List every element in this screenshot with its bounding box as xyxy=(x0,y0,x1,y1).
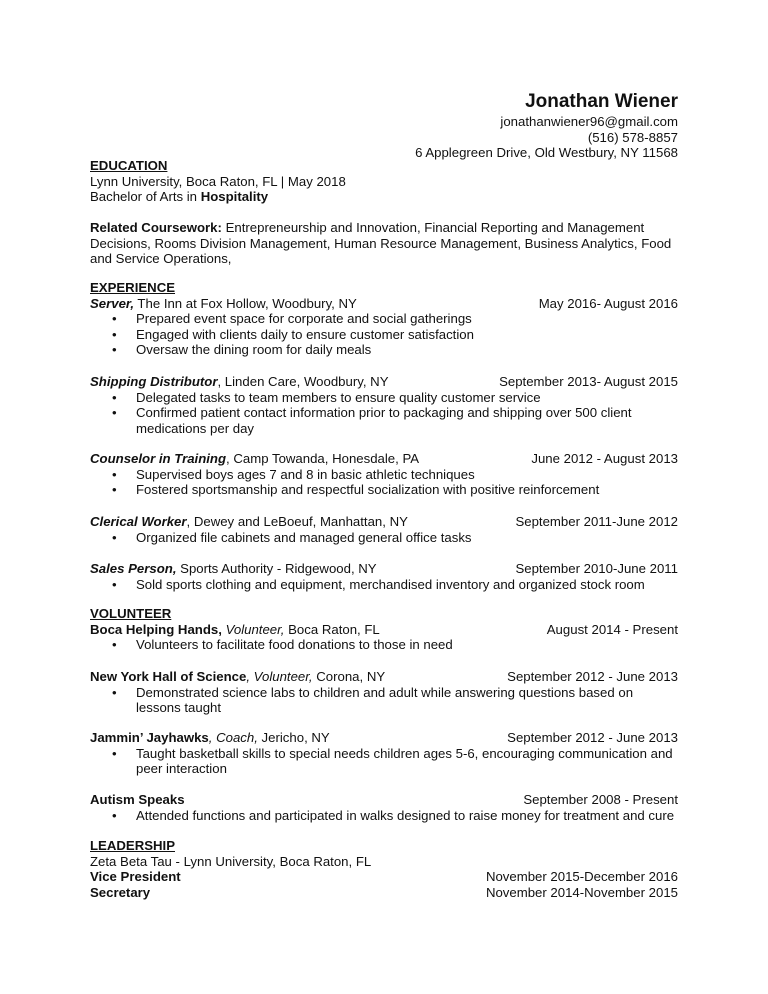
volunteer-title: VOLUNTEER xyxy=(90,606,172,621)
bullet-item: • Sold sports clothing and equipment, merchandised inventory and organized stock room xyxy=(90,577,678,593)
job-org: , Camp Towanda, Honesdale, PA xyxy=(226,451,420,466)
volunteer-bullets xyxy=(90,746,678,777)
volunteer-role: Volunteer, xyxy=(221,621,285,637)
volunteer-entry xyxy=(90,792,678,823)
job-bullets xyxy=(90,311,678,358)
job-bullets xyxy=(90,390,678,437)
bullet-item: • Confirmed patient contact information prior to packaging and shipping over 500 client medications per day xyxy=(90,405,678,436)
volunteer-header xyxy=(90,669,678,685)
job-dates: May 2016- August 2016 xyxy=(538,295,678,311)
job-entry xyxy=(90,561,678,592)
job-dates: September 2011-June 2012 xyxy=(515,514,678,529)
coursework-label: Related Coursework: xyxy=(90,220,222,235)
volunteer-entry xyxy=(90,669,678,716)
leadership-section xyxy=(90,838,678,900)
job-entry xyxy=(90,451,678,498)
experience-title: EXPERIENCE xyxy=(90,280,176,295)
volunteer-bullets xyxy=(90,637,678,653)
volunteer-section xyxy=(90,606,678,653)
job-role: Clerical Worker xyxy=(90,514,187,529)
job-dates: June 2012 - August 2013 xyxy=(531,451,678,466)
job-header xyxy=(90,451,678,467)
job-dates: September 2010-June 2011 xyxy=(515,561,678,576)
bullet-item: • Fostered sportsmanship and respectful socialization with positive reinforcement xyxy=(90,482,678,498)
bullet-item: • Delegated tasks to team members to ensure quality customer service xyxy=(90,390,678,406)
job-entry xyxy=(90,514,678,545)
volunteer-bullets xyxy=(90,685,678,716)
job-role: Server, xyxy=(90,295,134,311)
education-title: EDUCATION xyxy=(90,158,168,173)
volunteer-dates: August 2014 - Present xyxy=(546,621,678,637)
job-role: Shipping Distributor xyxy=(90,374,218,389)
experience-section xyxy=(90,280,678,358)
job-org: Sports Authority - Ridgewood, NY xyxy=(176,561,377,576)
position-dates: November 2014-November 2015 xyxy=(485,884,678,900)
address: 6 Applegreen Drive, Old Westbury, NY 11568 xyxy=(415,145,678,161)
volunteer-org: Autism Speaks xyxy=(90,792,185,807)
leadership-org: Zeta Beta Tau - Lynn University, Boca Raton, FL xyxy=(90,853,372,869)
job-entry xyxy=(90,296,678,358)
volunteer-entry xyxy=(90,730,678,777)
volunteer-location: Corona, NY xyxy=(312,669,386,684)
volunteer-header xyxy=(90,792,678,808)
volunteer-org: Boca Helping Hands, xyxy=(90,621,222,637)
bullet-item: • Supervised boys ages 7 and 8 in basic athletic techniques xyxy=(90,467,678,483)
position-dates: November 2015-December 2016 xyxy=(485,869,678,885)
candidate-name: Jonathan Wiener xyxy=(525,91,678,112)
volunteer-role: , Volunteer, xyxy=(246,669,313,684)
leadership-position xyxy=(90,869,678,885)
email: jonathanwiener96@gmail.com xyxy=(500,114,678,129)
bullet-item: • Oversaw the dining room for daily meals xyxy=(90,342,678,358)
volunteer-dates: September 2012 - June 2013 xyxy=(507,669,678,684)
job-header xyxy=(90,374,678,390)
job-bullets xyxy=(90,577,678,593)
degree-prefix: Bachelor of Arts in xyxy=(90,189,201,205)
job-header xyxy=(90,561,678,577)
position-title: Secretary xyxy=(90,884,151,900)
bullet-item: • Organized file cabinets and managed general office tasks xyxy=(90,530,678,546)
volunteer-header xyxy=(90,622,678,638)
job-org: , Dewey and LeBoeuf, Manhattan, NY xyxy=(186,514,408,529)
job-role: Sales Person, xyxy=(90,561,177,576)
job-bullets xyxy=(90,467,678,498)
volunteer-bullets xyxy=(90,808,678,824)
phone: (516) 578-8857 xyxy=(587,129,678,145)
leadership-title: LEADERSHIP xyxy=(90,838,175,853)
volunteer-org: Jammin’ Jayhawks xyxy=(90,730,209,745)
degree-line xyxy=(90,189,678,205)
bullet-item: • Attended functions and participated in walks designed to raise money for treatment and cure xyxy=(90,808,678,824)
volunteer-role: , Coach, xyxy=(208,730,258,745)
job-entry xyxy=(90,374,678,436)
volunteer-org: New York Hall of Science xyxy=(90,669,247,684)
coursework-text: Entrepreneurship and Innovation, Financial Reporting and Management Decisions, Rooms Division Management, Human Resource Management, Business Analytics, Food and Service Operations, xyxy=(90,220,672,267)
volunteer-header xyxy=(90,730,678,746)
volunteer-location: Jericho, NY xyxy=(257,730,330,745)
bullet-item: • Prepared event space for corporate and social gatherings xyxy=(90,311,678,327)
job-org: The Inn at Fox Hollow, Woodbury, NY xyxy=(134,295,357,311)
volunteer-dates: September 2012 - June 2013 xyxy=(507,730,678,745)
school-line: Lynn University, Boca Raton, FL | May 2018 xyxy=(90,173,346,189)
bullet-item: • Volunteers to facilitate food donations to those in need xyxy=(90,637,678,653)
volunteer-dates: September 2008 - Present xyxy=(523,792,678,807)
job-role: Counselor in Training xyxy=(90,451,227,466)
leadership-position xyxy=(90,885,678,901)
resume-header xyxy=(415,90,678,161)
job-dates: September 2013- August 2015 xyxy=(499,374,678,389)
degree-major: Hospitality xyxy=(200,189,269,205)
job-header xyxy=(90,514,678,530)
position-title: Vice President xyxy=(90,869,181,885)
volunteer-location: Boca Raton, FL xyxy=(284,621,380,637)
job-header xyxy=(90,296,678,312)
coursework xyxy=(90,220,678,267)
education-section xyxy=(90,158,678,205)
bullet-item: • Taught basketball skills to special needs children ages 5-6, encouraging communication and peer interaction xyxy=(90,746,678,777)
bullet-item: • Demonstrated science labs to children and adult while answering questions based on lessons taught xyxy=(90,685,678,716)
bullet-item: • Engaged with clients daily to ensure customer satisfaction xyxy=(90,327,678,343)
job-org: , Linden Care, Woodbury, NY xyxy=(217,374,389,389)
job-bullets xyxy=(90,530,678,546)
